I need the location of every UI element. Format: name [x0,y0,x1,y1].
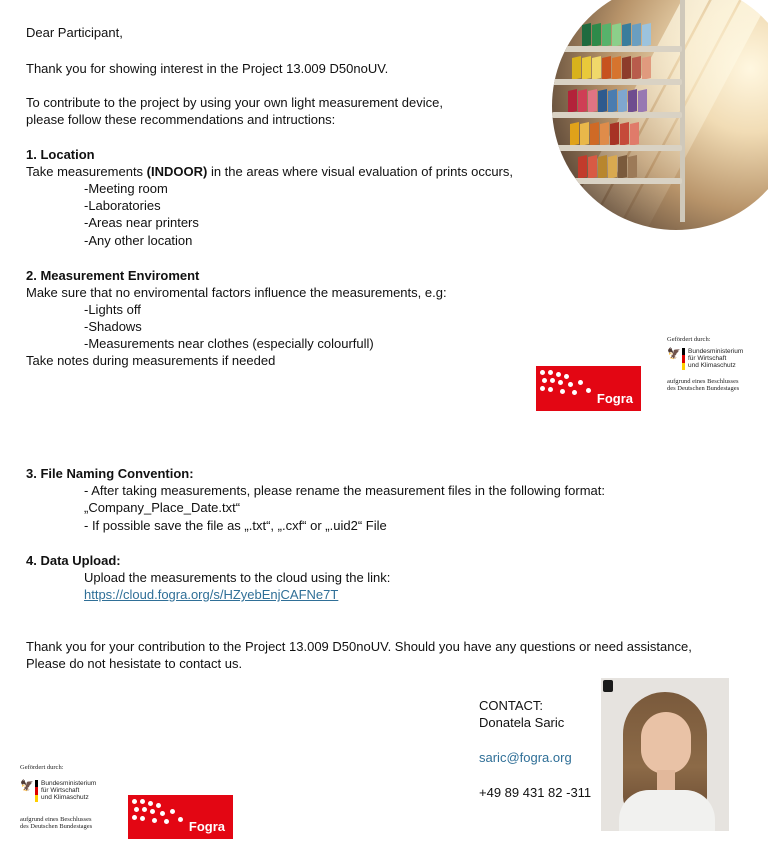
location-item: -Laboratories [84,198,161,213]
upload-line: Upload the measurements to the cloud using the link: [84,570,391,585]
contact-portrait [601,678,729,831]
german-flag-icon [682,348,685,370]
eagle-icon: 🦅 [667,348,681,360]
location-item: -Areas near printers [84,215,199,230]
closing-line-1: Thank you for your contribution to the Project 13.009 D50noUV. Should you have any questions or need assistance, [26,639,692,654]
contribute-line-2: please follow these recommendations and intructions: [26,112,336,127]
eagle-icon: 🦅 [20,780,34,792]
contact-name: Donatela Saric [479,715,565,730]
section-1-intro: Take measurements (INDOOR) in the areas where visual evaluation of prints occurs, [26,164,514,179]
contact-phone: +49 89 431 82 -311 [479,785,592,800]
fogra-logo-bottom [128,795,233,839]
contact-label: CONTACT: [479,698,544,713]
section-1-title: 1. Location [26,147,95,162]
thanks-intro: Thank you for showing interest in the Project 13.009 D50noUV. [26,61,389,76]
section-3-title: 3. File Naming Convention: [26,466,194,481]
section-4-title: 4. Data Upload: [26,553,121,568]
location-item: -Meeting room [84,181,168,196]
naming-line-1: - After taking measurements, please rename the measurement files in the following format: [84,483,605,498]
watermark-icon [603,680,613,692]
section-2-intro: Make sure that no enviromental factors influence the measurements, e.g: [26,285,447,300]
naming-format: „Company_Place_Date.txt“ [84,500,241,515]
closing-line-2: Please do not hesistate to contact us. [26,656,243,671]
environment-item: -Measurements near clothes (especially colourfull) [84,336,374,351]
fogra-word: Fogra [188,819,225,834]
hero-image-color-swatches [552,0,768,230]
environment-item: -Lights off [84,302,141,317]
location-item: -Any other location [84,233,193,248]
ministry-logo-bottom: Gefördert durch: 🦅 Bundesministerium für Wirtschaft und Klimaschutz aufgrund eines Beschlusses des Deutschen Bundestages [20,764,97,830]
upload-link[interactable]: https://cloud.fogra.org/s/HZyebEnjCAFNe7T [84,587,339,602]
contact-email-link[interactable]: saric@fogra.org [479,750,572,765]
german-flag-icon [35,780,38,802]
environment-item: -Shadows [84,319,142,334]
section-2-title: 2. Measurement Enviroment [26,268,200,283]
naming-line-3: - If possible save the file as „.txt“, „.cxf“ or „.uid2“ File [84,518,387,533]
fogra-word: Fogra [596,391,633,406]
ministry-logo-top: Gefördert durch: 🦅 Bundesministerium für Wirtschaft und Klimaschutz aufgrund eines Beschlusses des Deutschen Bundestages [667,336,744,392]
section-2-note: Take notes during measurements if needed [26,353,276,368]
greeting: Dear Participant, [26,25,123,40]
fogra-logo-top [536,366,641,411]
contribute-line-1: To contribute to the project by using your own light measurement device, [26,95,443,110]
